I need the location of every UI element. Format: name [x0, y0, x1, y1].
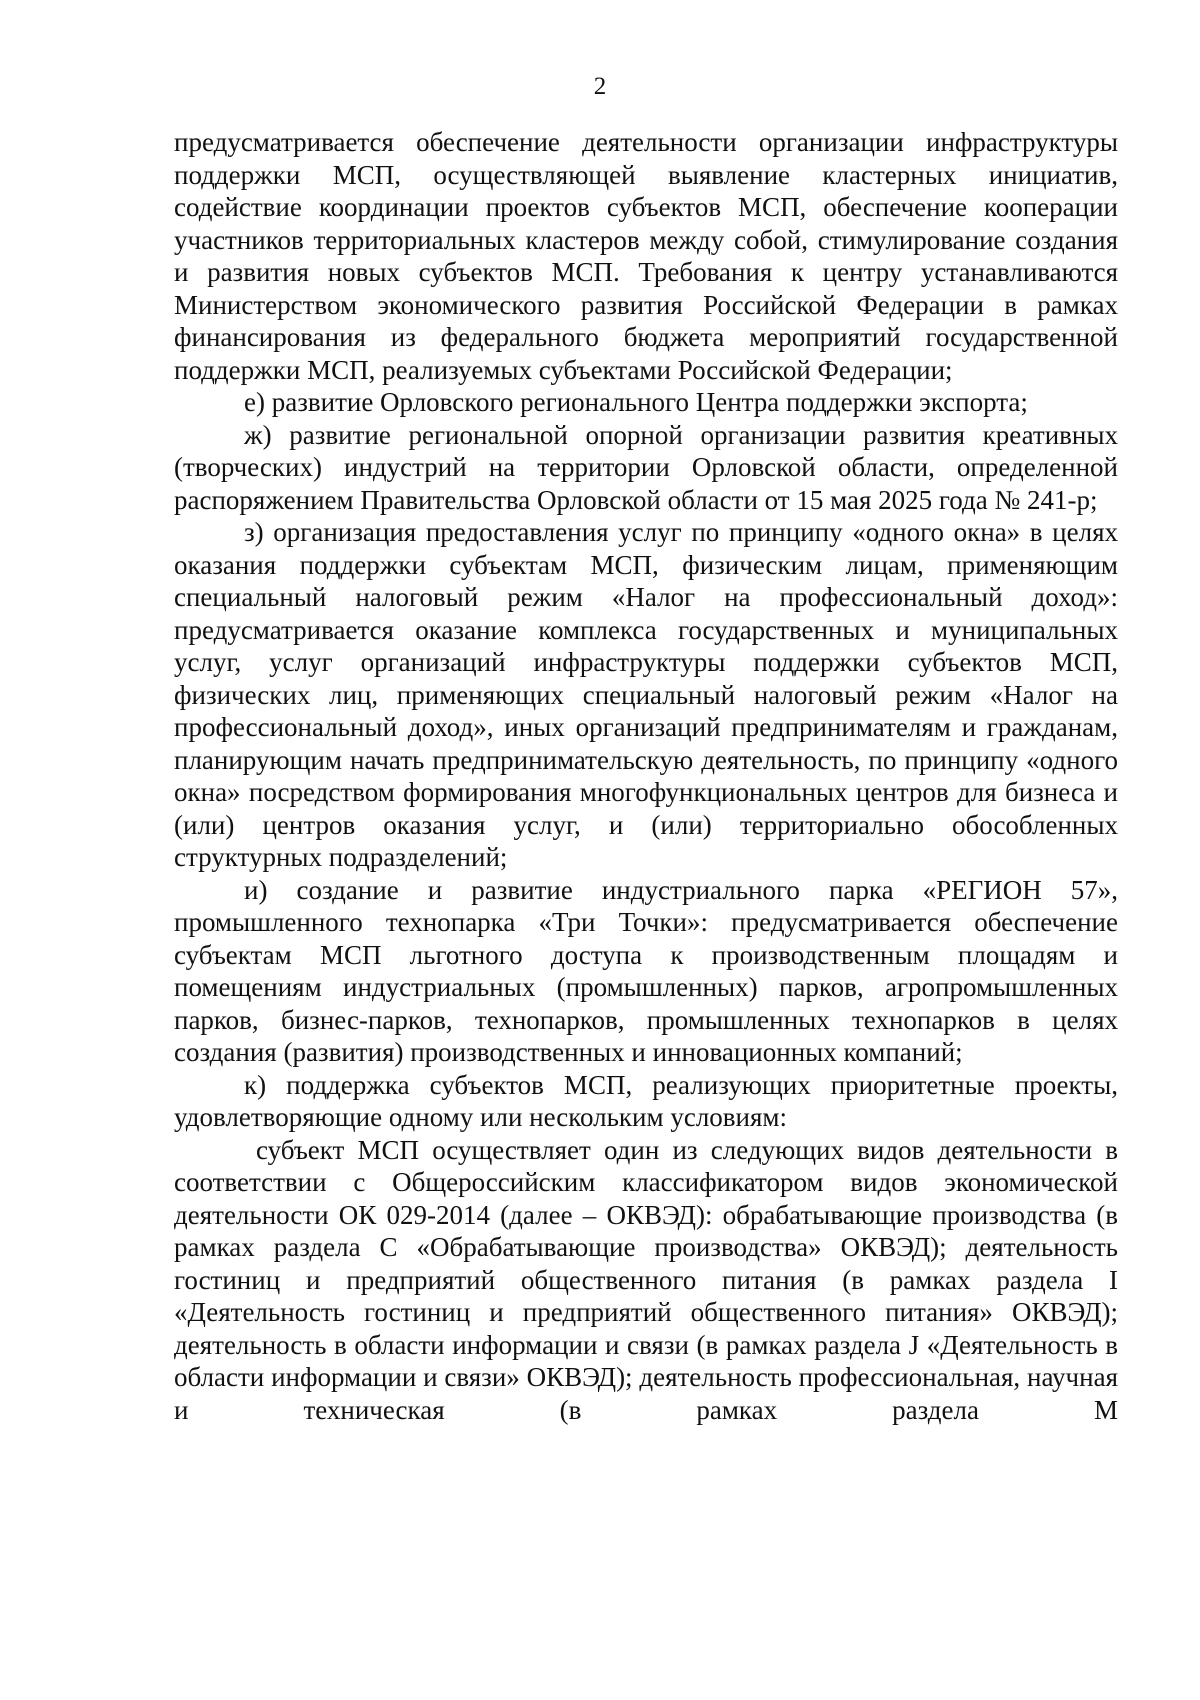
paragraph-item-e: е) развитие Орловского регионального Центра поддержки экспорта; — [244, 387, 1028, 417]
document-body — [174, 126, 1118, 1426]
paragraph-item-i: и) создание и развитие индустриального парка «РЕГИОН 57», промышленного технопарка «Три Точки»: предусматривается обеспечение субъектам МСП льготного доступа к производственным площадям и помещениям индустриальных (промышленных) парков, агропромышленных парков, бизнес-парков, технопарков, промышленных технопарков в целях создания (развития) производственных и инновационных компаний; — [174, 874, 1118, 1067]
page-number: 2 — [593, 73, 607, 100]
paragraph-item-z: з) организация предоставления услуг по принципу «одного окна» в целях оказания поддержки субъектам МСП, физическим лицам, применяющим специальный налоговый режим «Налог на профессиональный доход»: предусматривается оказание комплекса государственных и муниципальных услуг, услуг организаций инфраструктуры поддержки субъектов МСП, физических лиц, применяющих специальный налоговый режим «Налог на профессиональный доход», иных организаций предпринимателям и гражданам, планирующим начать предпринимательскую деятельность, по принципу «одного окна» посредством формирования многофункциональных центров для бизнеса и (или) центров оказания услуг, и (или) территориально обособленных структурных подразделений; — [174, 517, 1118, 872]
paragraph-continuation: предусматривается обеспечение деятельности организации инфраструктуры поддержки МСП, осуществляющей выявление кластерных инициатив, содействие координации проектов субъектов МСП, обеспечение кооперации участников территориальных кластеров между собой, стимулирование создания и развития новых субъектов МСП. Требования к центру устанавливаются Министерством экономического развития Российской Федерации в рамках финансирования из федерального бюджета мероприятий государственной поддержки МСП, реализуемых субъектами Российской Федерации; — [174, 127, 1118, 385]
paragraph-item-k: к) поддержка субъектов МСП, реализующих приоритетные проекты, удовлетворяющие одному или нескольким условиям: — [174, 1069, 1118, 1132]
paragraph-item-zh: ж) развитие региональной опорной организации развития креативных (творческих) индустрий на территории Орловской области, определенной распоряжением Правительства Орловской области от 15 мая 2025 года № 241-р; — [174, 419, 1118, 515]
paragraph-condition-okved: субъект МСП осуществляет один из следующих видов деятельности в соответствии с Общероссийским классификатором видов экономической деятельности ОК 029-2014 (далее – ОКВЭД): обрабатывающие производства (в рамках раздела С «Обрабатывающие производства» ОКВЭД); деятельность гостиниц и предприятий общественного питания (в рамках раздела I «Деятельность гостиниц и предприятий общественного питания» ОКВЭД); деятельность в области информации и связи (в рамках раздела J «Деятельность в области информации и связи» ОКВЭД); деятельность профессиональная, научная и техническая (в рамках раздела М — [174, 1134, 1118, 1425]
